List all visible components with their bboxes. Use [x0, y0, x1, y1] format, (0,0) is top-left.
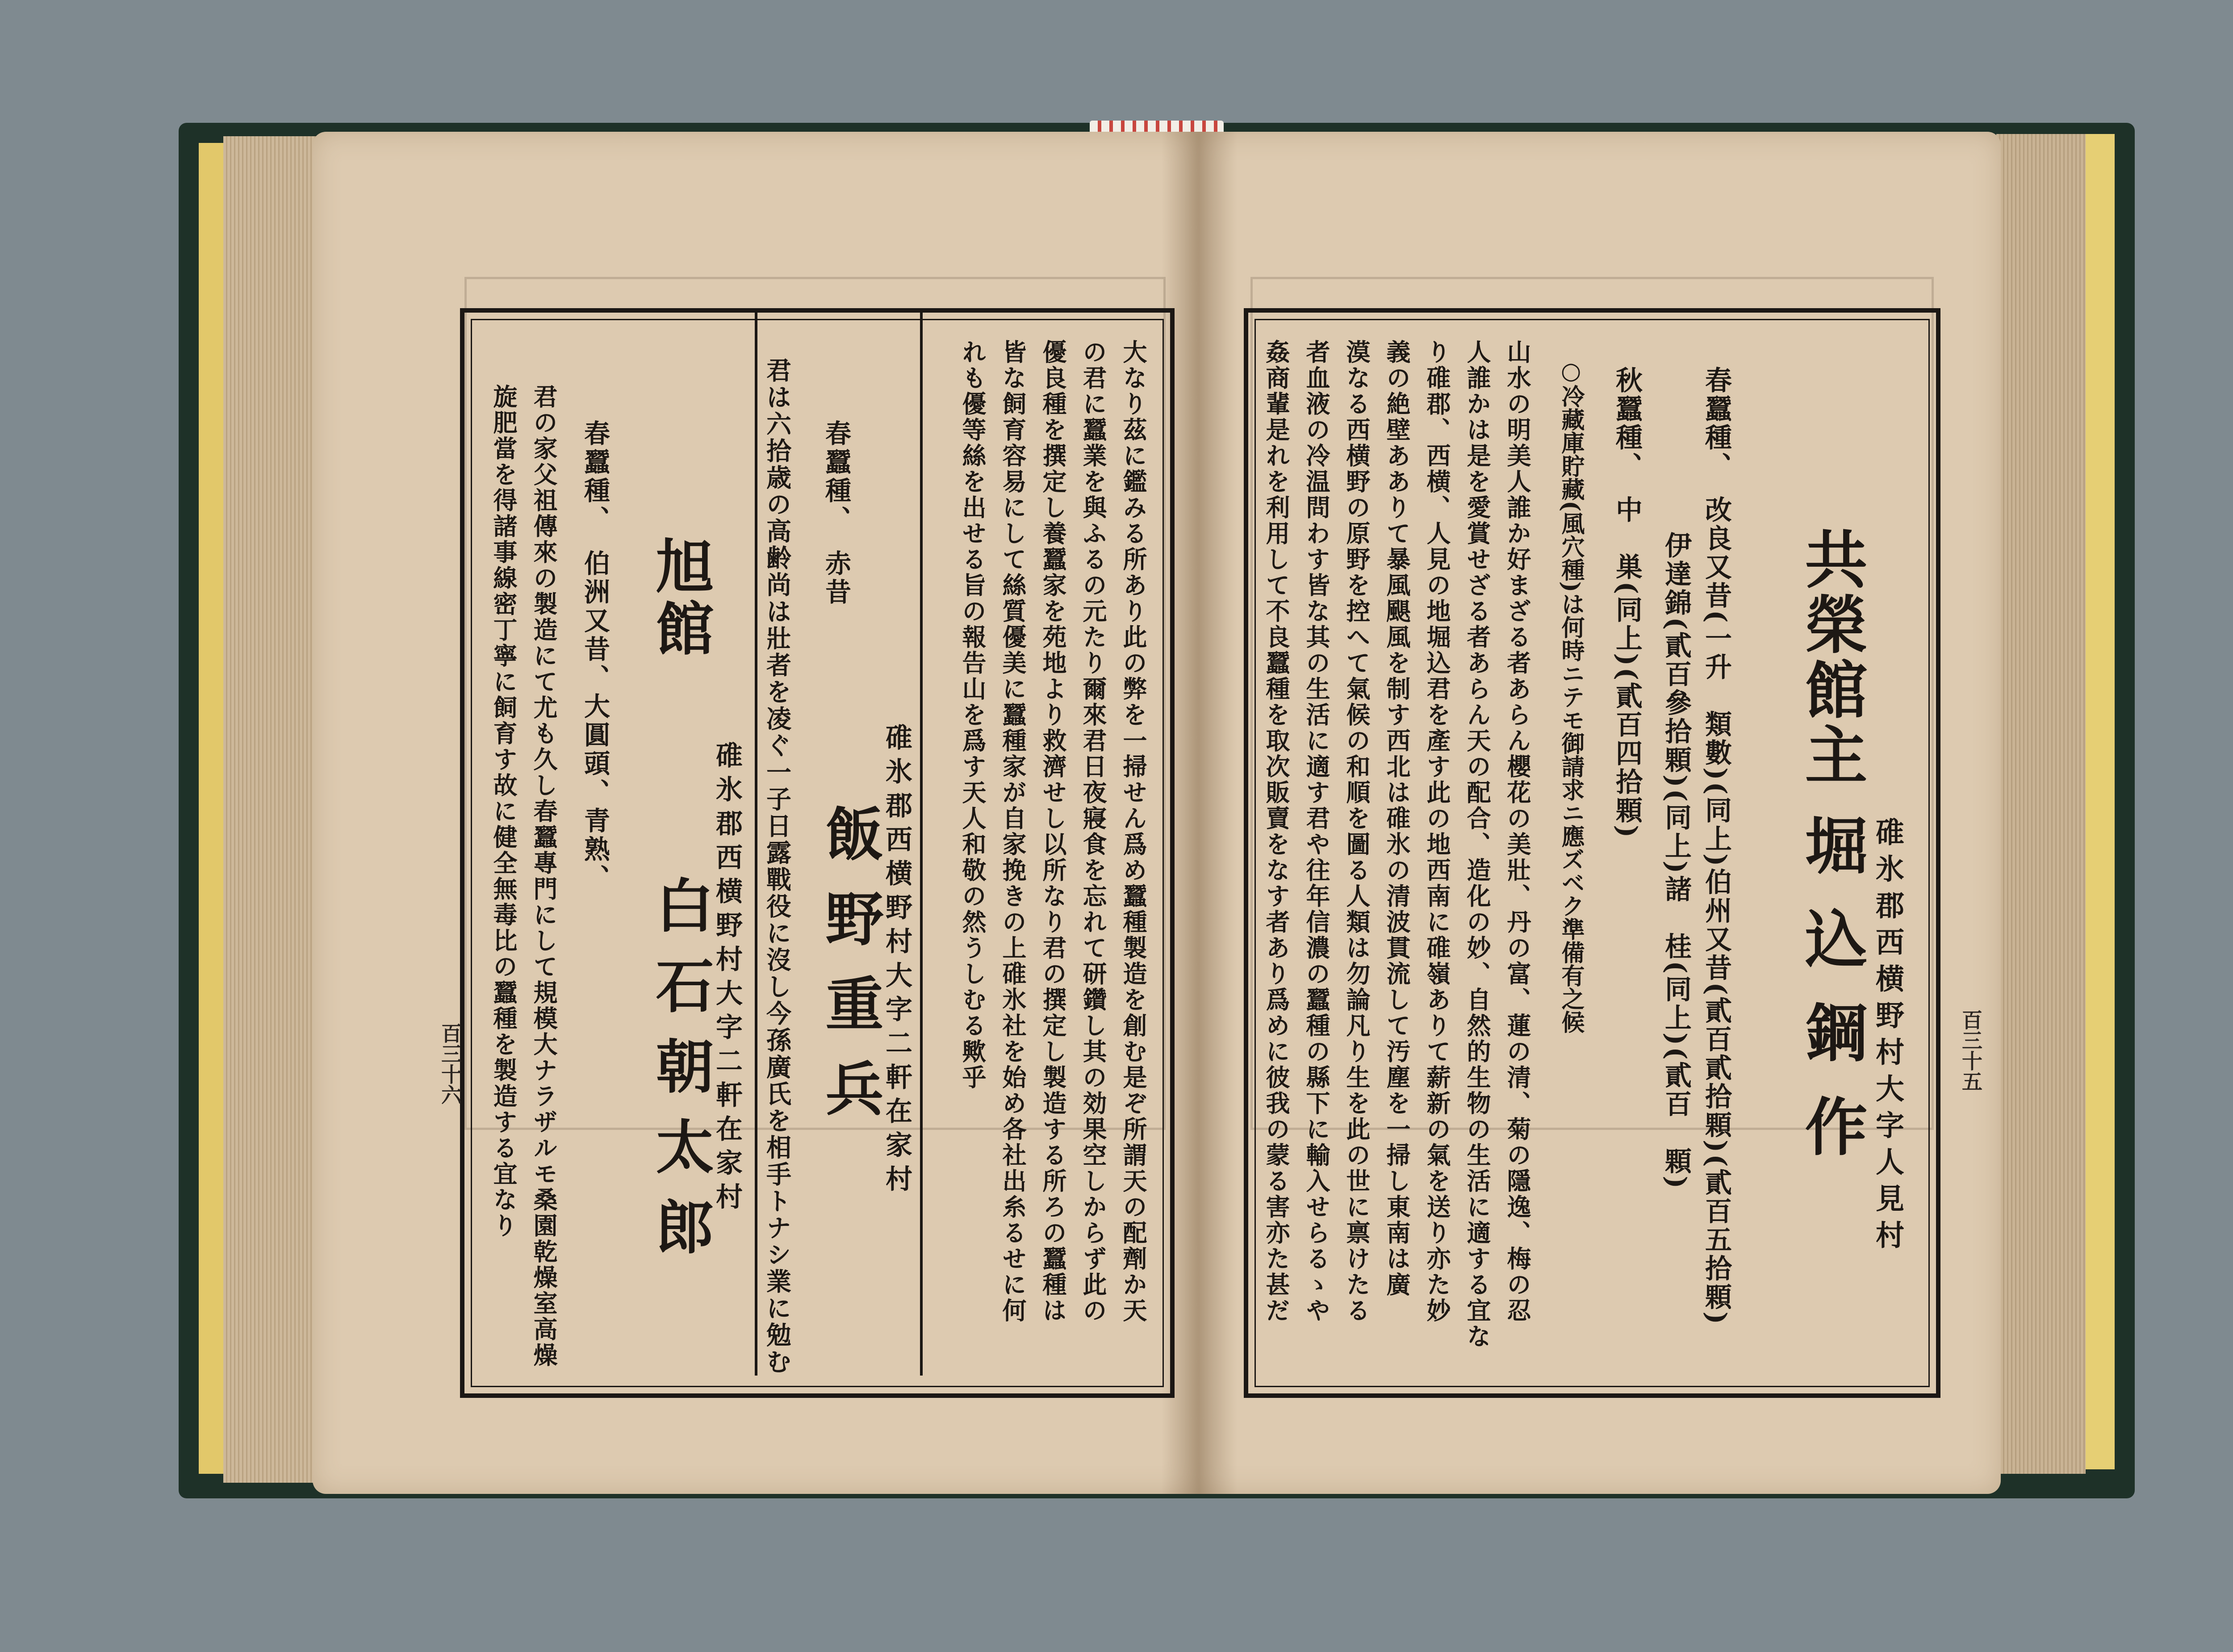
right-title-prefix: 共榮館主 [1794, 527, 1868, 788]
entry2-body-line: 君の家父祖傳來の製造にて尤も久し春蠶專門にして規模大ナラザルモ桑園乾燥室高燥 [530, 384, 558, 1368]
entry2-body-line: 旋肥當を得諸事線密丁寧に飼育す故に健全無毒比の蠶種を製造する宜なり [489, 384, 518, 1239]
entry1-body: 君は六拾歳の高齢尚は壯者を凌ぐ一子日露戰役に沒し今孫廣氏を相手トナシ業に勉む [762, 357, 792, 1376]
left-page-folio: 百三十六 [438, 1023, 462, 1105]
right-body-line: 山水の明美人誰か好まざる者あらん櫻花の美壯、丹の富、蓮の清、菊の隱逸、梅の忍 [1503, 339, 1532, 1324]
left-continuation-line: 優良種を撰定し養蠶家を苑地より救濟せし以所なり君の撰定し製造する所ろの蠶種は [1039, 339, 1067, 1324]
left-continuation-line: の君に蠶業を與ふるの元たり爾來君日夜寢食を忘れて研鑽し其の効果空しからず此の [1079, 339, 1108, 1324]
right-body-line: 人誰かは是を愛賞せざる者あらん天の配合、造化の妙、自然的生物の生活に適する宜な [1463, 339, 1492, 1350]
entry2-varieties: 春蠶種、 伯洲又昔、大圓頭、青熟、 [580, 420, 610, 893]
right-autumn-line: 秋蠶種、 中 巣(同上)(貳百四拾顆) [1611, 366, 1643, 840]
right-page-folio: 百三十五 [1959, 1009, 1983, 1092]
right-body-line: 者血液の冷温問わす皆な其の生活に適す君や往年信濃の蠶種の縣下に輸入せらるゝや [1302, 339, 1331, 1324]
right-body-line: 姦商輩是れを利用して不良蠶種を取次販賣をなす者あり爲めに彼我の蒙る害亦た甚だ [1262, 339, 1291, 1324]
entry2-name: 白石朝太郎 [646, 875, 715, 1277]
right-spring-line: 春蠶種、 改良又昔(一升 類數)(同上)伯州又昔(貳百貳拾顆)(貳百五拾顆) [1701, 366, 1732, 1326]
entry1-varieties: 春蠶種、 赤昔 [821, 420, 851, 607]
right-body-line: 漠なる西横野の原野を控へて氣候の和順を圖る人類は勿論凡り生を此の世に禀けたる [1342, 339, 1371, 1324]
left-continuation-line: れも優等絲を出せる旨の報告山を爲す天人和敬の然うしむる歟乎 [958, 339, 987, 1091]
right-body-line: り碓郡、西横、人見の地堀込君を產す此の地西南に碓嶺ありて薪新の氣を送り亦た妙 [1423, 339, 1451, 1324]
right-notice: ○冷藏庫貯藏(風穴種)は何時ニテモ御請求ニ應ズベク準備有之候 [1557, 357, 1585, 1034]
left-continuation-line: 皆な飼育容易にして絲質優美に蠶種家が自家挽きの上碓氷社を始め各社出糸るせに何 [999, 339, 1027, 1324]
right-body-line: 義の絶壁あありて暴風颶風を制す西北は碓氷の清波貫流して汚塵を一掃し東南は廣 [1383, 339, 1411, 1298]
column-divider [755, 313, 757, 1376]
page-stack-left [223, 136, 317, 1483]
entry1-name: 飯野重兵 [816, 804, 884, 1143]
left-continuation-line: 大なり茲に鑑みる所あり此の弊を一掃せん爲め蠶種製造を創む是ぞ所謂天の配劑か天 [1119, 339, 1148, 1324]
right-address: 碓氷郡西横野村大字人見村 [1871, 817, 1904, 1257]
page-stack-right [1996, 134, 2086, 1474]
entry2-address: 碓氷郡西横野村大字二軒在家村 [711, 741, 743, 1217]
entry2-title: 旭館 [646, 536, 715, 661]
entry1-address: 碓氷郡西横野村大字二軒在家村 [881, 724, 912, 1199]
right-name: 堀込鋼作 [1794, 813, 1868, 1188]
column-divider [920, 313, 923, 1376]
right-date-line: 伊達錦(貳百參拾顆)(同上)諸 桂(同上)(貳百 顆) [1660, 531, 1692, 1191]
